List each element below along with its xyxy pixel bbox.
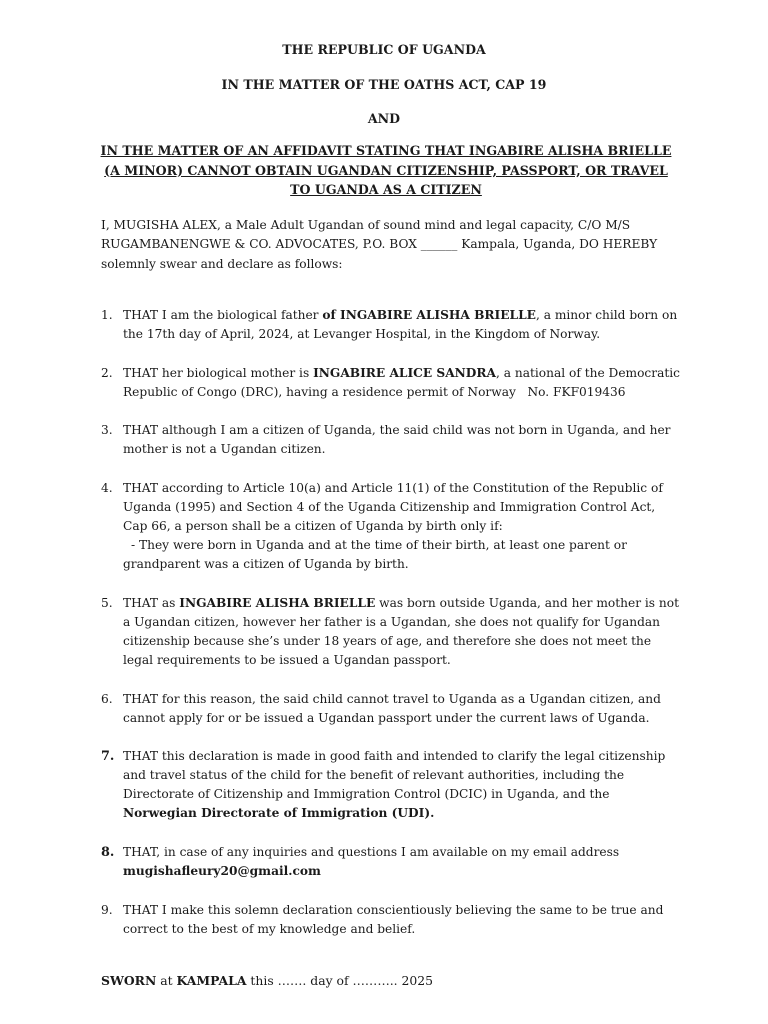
clause-text-part: THAT I am the biological father [123, 308, 323, 322]
clause-number: 3. [101, 423, 113, 437]
clause-bold-text: Norwegian Directorate of Immigration (UDI). [123, 806, 435, 821]
clause-2 [101, 364, 684, 402]
clause-text-part: was born outside Uganda, and her mother is not a Ugandan citizen, however her father is a Ugandan, she does not qualify for Ugandan citizenship because she’s under 18 years of age, and therefore she does not meet the legal requirements to be issued a Ugandan passport. [123, 596, 680, 668]
clause-number: 2. [101, 366, 113, 380]
clause-text-part: THAT, in case of any inquiries and questions I am available on my email address [123, 845, 620, 859]
clause-text [123, 364, 684, 402]
clause-text [123, 747, 681, 823]
clause-number: 4. [101, 481, 113, 495]
clause-6 [101, 690, 681, 728]
clause-3 [101, 421, 681, 459]
clause-1 [101, 306, 681, 344]
clause-text-part: THAT this declaration is made in good faith and intended to clarify the legal citizenship and travel status of the child for the benefit of relevant authorities, including the Directorate of Citizenship and Immigration Control (DCIC) in Uganda, and the [123, 749, 666, 802]
sworn-text-part: at [156, 973, 177, 988]
clause-number: 9. [101, 903, 113, 917]
clause-number: 1. [101, 308, 113, 322]
clause-text [123, 306, 681, 344]
clause-bold-text: of INGABIRE ALISHA BRIELLE [322, 308, 536, 322]
clause-text: THAT although I am a citizen of Uganda, the said child was not born in Uganda, and her mother is not a Ugandan citizen. [123, 423, 671, 457]
clause-text: THAT according to Article 10(a) and Article 11(1) of the Constitution of the Republic of Uganda (1995) and Section 4 of the Uganda Citizenship and Immigration Control Act, Cap 66, a person shall be a citizen of Uganda by birth only if: [123, 481, 663, 534]
clause-5 [101, 594, 681, 670]
clause-text: THAT I make this solemn declaration conscientiously believing the same to be true and correct to the best of my knowledge and belief. [123, 903, 664, 937]
clause-number: 6. [101, 692, 113, 706]
sworn-location: KAMPALA [176, 973, 247, 988]
clause-bold-text: INGABIRE ALICE SANDRA [313, 366, 496, 380]
sworn-label: SWORN [101, 973, 157, 988]
clause-subpoint: - They were born in Uganda and at the time of their birth, at least one parent or grandparent was a citizen of Uganda by birth. [123, 538, 627, 572]
and-heading: AND [367, 111, 401, 126]
email-address: mugishafleury20@gmail.com [123, 864, 321, 879]
clause-text: THAT for this reason, the said child cannot travel to Uganda as a Ugandan citizen, and cannot apply for or be issued a Ugandan passport under the current laws of Uganda. [123, 692, 661, 726]
affidavit-title: IN THE MATTER OF AN AFFIDAVIT STATING THAT INGABIRE ALISHA BRIELLE (A MINOR) CANNOT OBTAIN UGANDAN CITIZENSHIP, PASSPORT, OR TRAVEL TO UGANDA AS A CITIZEN [100, 143, 672, 197]
clause-text [123, 594, 681, 670]
clause-text [123, 843, 681, 881]
clause-text-part: , a minor child born on the 17th day of April, 2024, at Levanger Hospital, in the Kingdom of Norway. [123, 308, 678, 342]
clause-9 [101, 901, 681, 939]
clause-8 [101, 843, 681, 881]
clause-text-part: , a national of the Democratic Republic of Congo (DRC), having a residence permit of Norway No. FKF019436 [123, 366, 684, 400]
clause-number: 8. [101, 845, 115, 860]
clause-text-part: THAT her biological mother is [123, 366, 314, 380]
republic-heading: THE REPUBLIC OF UGANDA [282, 42, 486, 57]
clause-4 [101, 479, 681, 574]
intro-paragraph: I, MUGISHA ALEX, a Male Adult Ugandan of sound mind and legal capacity, C/O M/S RUGAMBANENGWE & CO. ADVOCATES, P.O. BOX ______ Kampala, Uganda, DO HEREBY solemnly swear and declare as follows: [101, 218, 658, 271]
clause-7 [101, 747, 681, 823]
oaths-act-heading: IN THE MATTER OF THE OATHS ACT, CAP 19 [221, 77, 547, 92]
clause-number: 7. [101, 749, 115, 764]
clause-text-part: THAT as [123, 596, 180, 610]
sworn-line [101, 971, 681, 990]
clause-bold-text: INGABIRE ALISHA BRIELLE [179, 596, 376, 610]
clause-number: 5. [101, 596, 113, 610]
sworn-date-text: this ……. day of ……….. 2025 [246, 973, 434, 988]
